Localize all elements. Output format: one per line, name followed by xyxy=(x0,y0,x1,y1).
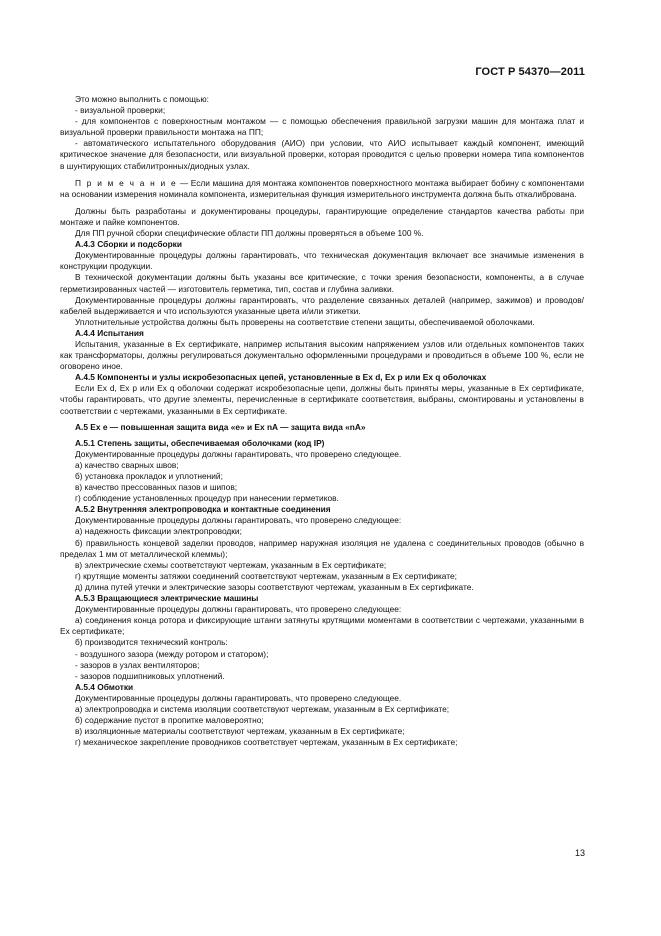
list-item: г) крутящие моменты затяжки соединений соответствуют чертежам, указанным в Ex сертификате; xyxy=(75,570,457,581)
list-item: г) механическое закрепление проводников соответствует чертежам, указанным в Ex сертификате; xyxy=(75,737,458,748)
paragraph: В технической документации должны быть указаны все критические, с точки зрения безопасности, компоненты, а в случае герметизированных частей — изготовитель герметика, тип, состав и глубина заливки. xyxy=(60,272,584,294)
paragraph: Для ПП ручной сборки специфические области ПП должны проверяться в объеме 100 %. xyxy=(75,228,424,239)
list-item: - зазоров в узлах вентиляторов; xyxy=(75,659,200,670)
paragraph: Документированные процедуры должны гарантировать, что проверено следующее. xyxy=(75,692,402,703)
list-item: в) электрические схемы соответствуют чертежам, указанным в Ex сертификате; xyxy=(75,559,387,570)
page-number: 13 xyxy=(574,848,585,858)
list-item: - для компонентов с поверхностным монтажом — с помощью обеспечения правильной загрузки машин для монтажа плат и визуальной проверки правильности монтажа на ПП; xyxy=(60,116,584,138)
paragraph: Испытания, указанные в Ex сертификате, например испытания высоким напряжением узлов или отдельных компонентов таких как трансформаторы, должны регулироваться документально оформленными процедурами и проводиться в объеме 100 %, если не оговорено иное. xyxy=(60,338,584,372)
list-item: - воздушного зазора (между ротором и статором); xyxy=(75,648,269,659)
list-item: - автоматического испытательного оборудования (АИО) при условии, что АИО испытывает каждый компонент, имеющий критическое значение для безопасности, или визуальной проверки, которая проводится с целью проверки номера типа компонентов в шунтирующих стабилитронных/диодных узлах. xyxy=(60,138,584,171)
section-heading: А.5.1 Степень защиты, обеспечиваемая оболочками (код IP) xyxy=(75,437,325,448)
note-label: П р и м е ч а н и е xyxy=(75,177,178,188)
list-item: д) длина путей утечки и электрические зазоры соответствуют чертежам, указанным в Ex сертификате. xyxy=(75,581,474,592)
page-body xyxy=(60,94,584,748)
list-item: а) электропроводка и система изоляции соответствуют чертежам, указанным в Ex сертификате; xyxy=(75,703,450,714)
paragraph: Если Ex d, Ex p или Ex q оболочки содержат искробезопасные цепи, должны быть приняты меры, указанные в Ex сертификате, чтобы гарантировать, что другие элементы, перечисленные в сертификате соответствия, выбраны, смонтированы и установлены в соответствии с чертежами, указанными в Ex сертификате. xyxy=(60,383,584,416)
list-item: в) изоляционные материалы соответствуют чертежам, указанным в Ex сертификате; xyxy=(75,726,405,737)
list-item: а) качество сварных швов; xyxy=(75,459,179,470)
paragraph: Это можно выполнить с помощью: xyxy=(75,94,209,104)
paragraph: Должны быть разработаны и документированы процедуры, гарантирующие определение стандартов качества работы при монтаже и пайке компонентов. xyxy=(60,205,584,227)
section-heading: А.5.2 Внутренняя электропроводка и контактные соединения xyxy=(75,504,331,515)
document-code: ГОСТ Р 54370—2011 xyxy=(475,66,585,78)
list-item: а) соединения конца ротора и фиксирующие штанги затянуты крутящими моментами в соответствии с чертежами, указанными в Ex сертификате; xyxy=(60,615,584,637)
paragraph: Документированные процедуры должны гарантировать, что проверено следующее: xyxy=(75,515,402,526)
list-item: г) соблюдение установленных процедур при нанесении герметиков. xyxy=(75,493,339,504)
paragraph: Уплотнительные устройства должны быть проверены на соответствие степени защиты, обеспечиваемой оболочками. xyxy=(75,316,535,327)
paragraph: Документированные процедуры должны гарантировать, что проверено следующее. xyxy=(75,448,402,459)
section-heading: А.4.4 Испытания xyxy=(75,327,144,338)
note-text: — Если машина для монтажа компонентов поверхностного монтажа выбирает бобину с компонентами на основании измерения номинала компонента, измерительная функция измерительного инструмента должна быть откалибрована. xyxy=(60,177,585,199)
list-item: б) производится технический контроль: xyxy=(75,637,228,648)
section-heading: А.4.3 Сборки и подсборки xyxy=(75,239,182,250)
paragraph: Документированные процедуры должны гарантировать, что техническая документация включает все значимые изменения в конструкции продукции. xyxy=(60,250,584,272)
note xyxy=(60,178,584,200)
section-heading: А.5.3 Вращающиеся электрические машины xyxy=(75,593,259,604)
section-heading: А.5 Ex e — повышенная защита вида «е» и Ex nA — защита вида «nA» xyxy=(75,421,366,432)
paragraph: Документированные процедуры должны гарантировать, что проверено следующее: xyxy=(75,604,402,615)
list-item: в) качество прессованных пазов и шипов; xyxy=(75,482,238,493)
list-item: б) установка прокладок и уплотнений; xyxy=(75,471,223,481)
list-item: - визуальной проверки; xyxy=(75,105,166,116)
section-heading: А.5.4 Обмотки xyxy=(75,681,134,692)
paragraph: Документированные процедуры должны гарантировать, что разделение связанных деталей (например, зажимов) и проводов/кабелей выдерживается и что используются указанные цвета и/или этикетки. xyxy=(60,294,584,316)
list-item: а) надежность фиксации электропроводки; xyxy=(75,526,242,537)
list-item: - зазоров подшипниковых уплотнений. xyxy=(75,670,225,681)
section-heading: А.4.5 Компоненты и узлы искробезопасных цепей, установленные в Ex d, Ex p или Ex q оболочках xyxy=(75,372,487,383)
list-item: б) содержание пустот в пропитке маловероятно; xyxy=(75,715,264,726)
list-item: б) правильность концевой заделки проводов, например наружная изоляция не удалена с соединительных проводов (обычно в пределах 1 мм от металлической клеммы); xyxy=(60,537,584,559)
